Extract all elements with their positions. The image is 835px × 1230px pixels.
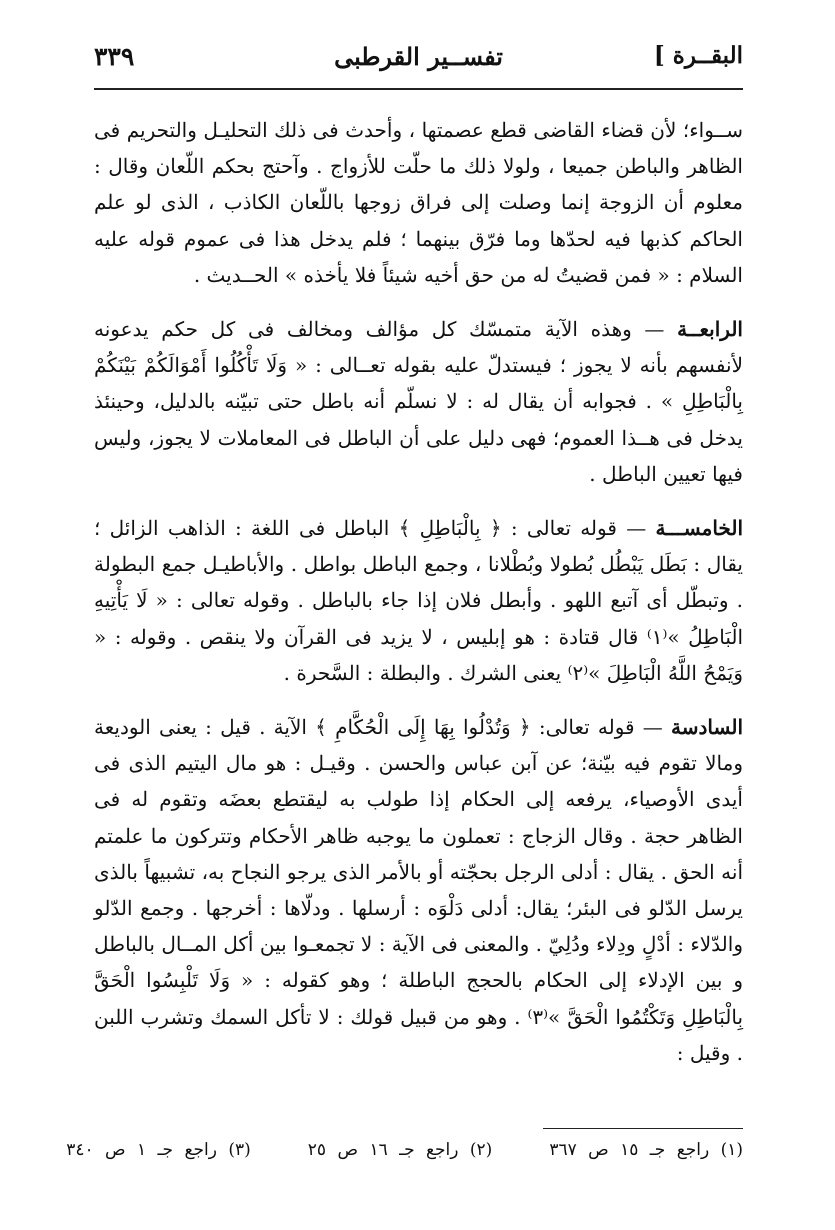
paragraph-text: — قوله تعالى : ﴿ بِالْبَاطِلِ ﴾ الباطل فى اللغة : الذاهب الزائل ؛ يقال : بَطَل يَبْطُل بُطولا وبُطْلانا ، وجمع الباطل بواطل . والأباطيـل جمع البطولة . وتبطّل أى آتبع اللهو . وأبطل فلان إذا جاء بالباطل . وقوله تعالى : « لَا يَأْتِيهِ الْبَاطِلُ »⁽١⁾ قال قتادة : هو إبليس ، لا يزيد فى القرآن ولا ينقص . وقوله : « وَيَمْحُ اللَّهُ الْبَاطِلَ »⁽٢⁾ يعنى الشرك . والبطلة : السَّحرة . bbox=[94, 516, 744, 685]
paragraph-sixth bbox=[94, 709, 743, 1071]
paragraph-continuation bbox=[94, 112, 743, 293]
paragraph-heading: السادسة bbox=[671, 715, 744, 740]
footnote-2: (٢) راجع جـ ١٦ ص ٢٥ bbox=[307, 1140, 493, 1160]
footnote-divider bbox=[543, 1128, 743, 1129]
paragraph-fifth bbox=[94, 510, 743, 691]
paragraph-text: — وهذه الآية متمسّك كل مؤالف ومخالف فى كل حكم يدعونه لأنفسهم بأنه لا يجوز ؛ فيستدلّ عليه بقوله تعــالى : « وَلَا تَأْكُلُوا أَمْوَالَكُمْ بَيْنَكُمْ بِالْبَاطِلِ » . فجوابه أن يقال له : لا نسلّم أنه باطل حتى تبيّنه بالدليل، وحينئذ يدخل فى هــذا العموم؛ فهى دليل على أن الباطل فى المعاملات لا يجوز، وليس فيها تعيين الباطل . bbox=[94, 317, 743, 486]
book-title: تفســير القرطبى bbox=[334, 42, 503, 71]
paragraph-text: ســواء؛ لأن قضاء القاضى قطع عصمتها ، وأحدث فى ذلك التحليـل والتحريم فى الظاهر والباطن جميعا ، ولولا ذلك ما حلّت للأزواج . وآحتج بحكم اللّعان وقال : معلوم أن الزوجة إنما وصلت إلى فراق زوجها باللّعان الكاذب ، الذى لو علم الحاكم كذبها فيه لحدّها وما فرّق بينهما ؛ فلم يدخل هذا فى عموم قوله عليه السلام : « فمن قضيتُ له من حق أخيه شيئاً فلا يأخذه » الحــديث . bbox=[94, 118, 743, 287]
surah-name: البقــرة ] bbox=[653, 42, 743, 69]
page-number: ٣٣٩ bbox=[94, 42, 135, 71]
running-header bbox=[94, 36, 743, 90]
paragraph-fourth bbox=[94, 311, 743, 492]
footnote-3: (٣) راجع جـ ١ ص ٣٤٠ bbox=[66, 1140, 251, 1160]
footnote-1: (١) راجع جـ ١٥ ص ٣٦٧ bbox=[549, 1140, 743, 1160]
footnotes bbox=[66, 1136, 743, 1164]
paragraph-heading: الرابعــة bbox=[677, 317, 743, 342]
paragraph-text: — قوله تعالى: ﴿ وَتُدْلُوا بِهَا إِلَى الْحُكَّامِ ﴾ الآية . قيل : يعنى الوديعة ومالا تقوم فيه بيّنة؛ عن آبن عباس والحسن . وقيـل : هو مال اليتيم الذى فى أيدى الأوصياء، يرفعه إلى الحكام إذا طولب به ليقتطع بعضَه وتقوم له فى الظاهر حجة . وقال الزجاج : تعملون ما يوجبه ظاهر الأحكام وتتركون ما علمتم أنه الحق . يقال : أدلى الرجل بحجّته أو بالأمر الذى يرجو النجاح به، تشبيهاً بالذى يرسل الدّلو فى البئر؛ يقال: أدلى دَلْوَه : أرسلها . ودلّاها : أخرجها . وجمع الدّلو والدّلاء : أدْلٍ ودِلاء ودُلِيّ . والمعنى فى الآية : لا تجمعـوا بين أكل المــال بالباطل و بين الإدلاء إلى الحكام بالحجج الباطلة ؛ وهو كقوله : « وَلَا تَلْبِسُوا الْحَقَّ بِالْبَاطِلِ وَتَكْتُمُوا الْحَقَّ »⁽٣⁾ . وهو من قبيل قولك : لا تأكل السمك وتشرب اللبن . وقيل : bbox=[94, 715, 744, 1065]
main-text bbox=[94, 112, 743, 1071]
paragraph-heading: الخامســـة bbox=[655, 516, 743, 541]
